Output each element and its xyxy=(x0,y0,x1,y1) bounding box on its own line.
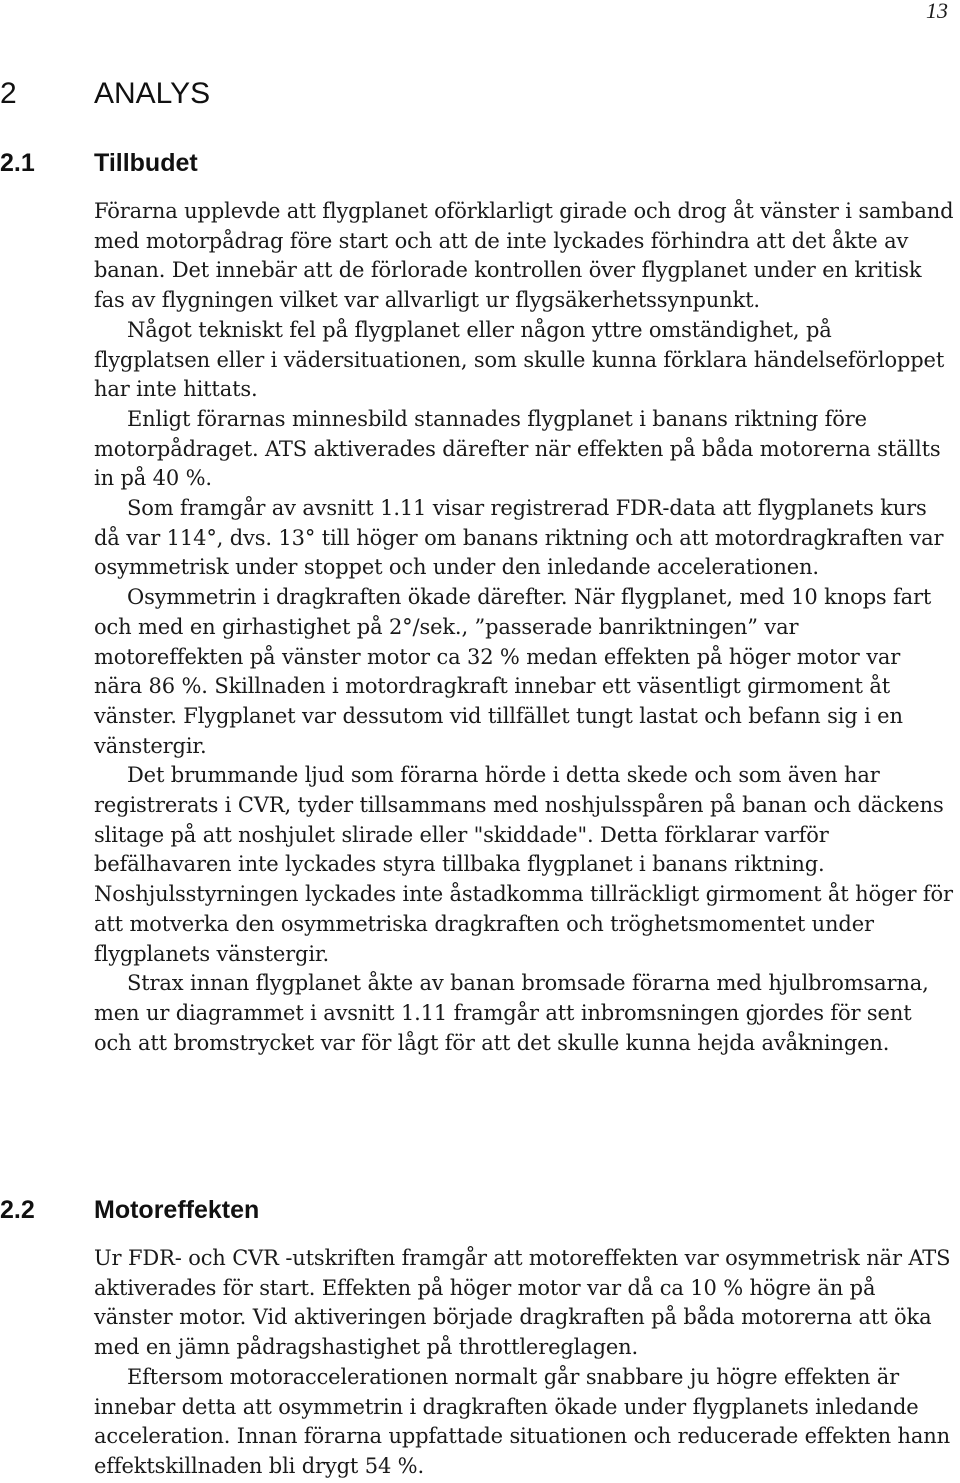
section-number: 2.1 xyxy=(0,149,35,177)
chapter-heading xyxy=(0,74,210,114)
section-heading-2-1 xyxy=(0,146,198,180)
section-2-2-body xyxy=(94,1244,954,1482)
paragraph: Förarna upplevde att flygplanet oförklarligt girade och drog åt vänster i samband med motorpådrag före start och att de inte lyckades förhindra att det åkte av banan. Det innebär att de förlorade kontrollen över flygplanet under en kritisk fas av flygningen vilket var allvarligt ur flygsäkerhetssynpunkt. xyxy=(94,199,954,313)
section-heading-2-2 xyxy=(0,1193,259,1227)
page-number: 13 xyxy=(926,0,948,23)
section-2-1-body xyxy=(94,197,954,1058)
paragraph: Strax innan flygplanet åkte av banan bromsade förarna med hjulbromsarna, men ur diagrammet i avsnitt 1.11 framgår att inbromsningen gjordes för sent och att bromstrycket var för lågt för att det skulle kunna hejda avåkningen. xyxy=(94,971,929,1055)
paragraph: Eftersom motoraccelerationen normalt går snabbare ju högre effekten är innebar detta att osymmetrin i dragkraften ökade under flygplanets inledande acceleration. Innan förarna uppfattade situationen och reducerade effekten hann effektskillnaden bli drygt 54 %. xyxy=(94,1364,950,1478)
chapter-title: ANALYS xyxy=(94,77,211,110)
section-title: Motoreffekten xyxy=(94,1196,260,1224)
paragraph: Enligt förarnas minnesbild stannades flygplanet i banans riktning före motorpådraget. ATS aktiverades därefter när effekten på båda motorerna ställts in på 40 %. xyxy=(94,406,941,491)
chapter-number: 2 xyxy=(0,77,17,110)
paragraph: Det brummande ljud som förarna hörde i detta skede och som även har registrerats i CVR, tyder tillsammans med noshjulsspåren på banan och däckens slitage på att noshjulet slirade eller "skiddade". Detta förklarar varför befälhavaren inte lyckades styra tillbaka flygplanet i banans riktning. Noshjulsstyrningen lyckades inte åstadkomma tillräckligt girmoment åt höger för att motverka den osymmetriska dragkraften och tröghetsmomentet under flygplanets vänstergir. xyxy=(94,763,953,966)
paragraph: Ur FDR- och CVR -utskriften framgår att motoreffekten var osymmetrisk när ATS aktiverades för start. Effekten på höger motor var då ca 10 % högre än på vänster motor. Vid aktiveringen började dragkraften på båda motorerna att öka med en jämn pådragshastighet på throttlereglagen. xyxy=(94,1246,951,1360)
paragraph: Något tekniskt fel på flygplanet eller någon yttre omständighet, på flygplatsen eller i vädersituationen, som skulle kunna förklara händelseförloppet har inte hittats. xyxy=(94,317,945,402)
section-title: Tillbudet xyxy=(94,149,198,177)
section-number: 2.2 xyxy=(0,1196,35,1224)
paragraph: Som framgår av avsnitt 1.11 visar registrerad FDR-data att flygplanets kurs då var 114°, dvs. 13° till höger om banans riktning och att motordragkraften var osymmetrisk under stoppet och under den inledande accelerationen. xyxy=(94,496,944,580)
paragraph: Osymmetrin i dragkraften ökade därefter. När flygplanet, med 10 knops fart och med en girhastighet på 2°/sek., ”passerade banriktningen” var motoreffekten på vänster motor ca 32 % medan effekten på höger motor var nära 86 %. Skillnaden i motordragkraft innebar ett väsentligt girmoment åt vänster. Flygplanet var dessutom vid tillfället tungt lastat och befann sig i en vänstergir. xyxy=(94,585,932,758)
